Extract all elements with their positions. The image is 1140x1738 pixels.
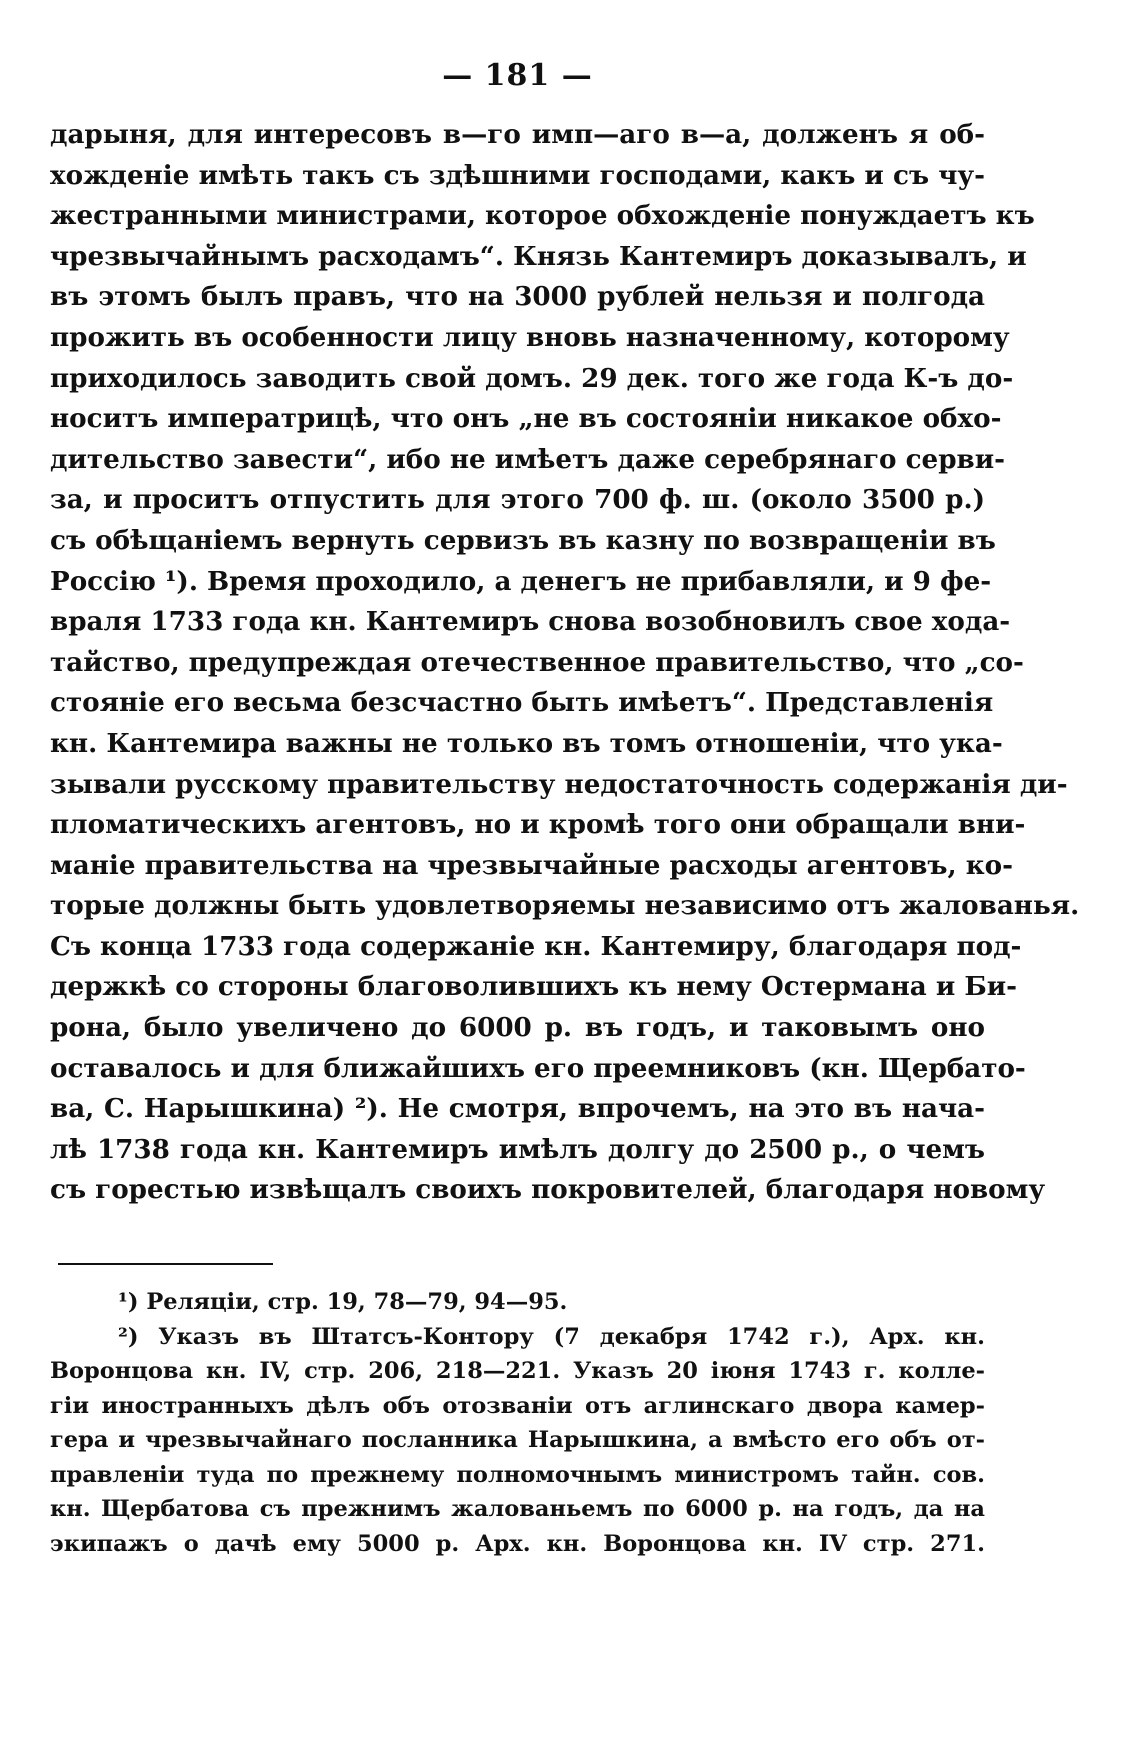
text-line: кн. Кантемира важны не только въ томъ отношеніи, что ука- [50, 727, 1003, 759]
text-line: за, и проситъ отпустить для этого 700 ф. ш. (около 3500 р.) [50, 484, 985, 516]
footnote-line: правленіи туда по прежнему полномочнымъ министромъ тайн. сов. [50, 1461, 985, 1488]
text-line: лѣ 1738 года кн. Кантемиръ имѣлъ долгу до 2500 р., о чемъ [50, 1133, 985, 1165]
text-line: зывали русскому правительству недостаточность содержанія ди- [50, 768, 1068, 800]
text-line: съ обѣщаніемъ вернуть сервизъ въ казну по возвращеніи въ [50, 524, 996, 556]
footnotes [50, 1285, 985, 1561]
footnote-line: Воронцова кн. IV, стр. 206, 218—221. Указъ 20 іюня 1743 г. колле- [50, 1358, 985, 1385]
text-line: Съ конца 1733 года содержаніе кн. Кантемиру, благодаря под- [50, 930, 1022, 962]
text-line: оставалось и для ближайшихъ его преемниковъ (кн. Щербато- [50, 1052, 1026, 1084]
text-line: прожить въ особенности лицу вновь назначенному, которому [50, 321, 1010, 353]
footnote-1: ¹) Реляціи, стр. 19, 78—79, 94—95. [118, 1289, 568, 1316]
text-line: враля 1733 года кн. Кантемиръ снова возобновилъ свое хода- [50, 606, 1011, 638]
footnote-line: кн. Щербатова съ прежнимъ жалованьемъ по 6000 р. на годъ, да на [50, 1496, 985, 1523]
text-line: ва, С. Нарышкина) ²). Не смотря, впрочемъ, на это въ нача- [50, 1093, 985, 1125]
footnote-divider [58, 1263, 273, 1265]
text-line: держкѣ со стороны благоволившихъ къ нему Остермана и Би- [50, 971, 1018, 1003]
text-line: приходилось заводить свой домъ. 29 дек. того же года К-ъ до- [50, 362, 1014, 394]
text-line: маніе правительства на чрезвычайные расходы агентовъ, ко- [50, 849, 1013, 881]
book-page [50, 40, 1080, 1720]
text-line: съ горестью извѣщалъ своихъ покровителей, благодаря новому [50, 1174, 1046, 1206]
text-line: носитъ императрицѣ, что онъ „не въ состояніи никакое обхо- [50, 403, 1002, 435]
text-line: пломатическихъ агентовъ, но и кромѣ того они обращали вни- [50, 809, 1026, 841]
footnote-line: гіи иностранныхъ дѣлъ объ отозваніи отъ аглинскаго двора камер- [50, 1392, 985, 1419]
text-line: торые должны быть удовлетворяемы независимо отъ жалованья. [50, 890, 1080, 922]
text-line: дарыня, для интересовъ в—го имп—аго в—а, долженъ я об- [50, 119, 985, 150]
footnote-line: гера и чрезвычайнаго посланника Нарышкина, а вмѣсто его объ от- [50, 1427, 985, 1454]
text-line: Россію ¹). Время проходило, а денегъ не прибавляли, и 9 фе- [50, 565, 992, 597]
text-line: въ этомъ былъ правъ, что на 3000 рублей нельзя и полгода [50, 281, 985, 313]
text-line: тайство, предупреждая отечественное правительство, что „со- [50, 646, 1024, 678]
text-line: жестранными министрами, которое обхожденіе понуждаетъ къ [50, 200, 1035, 232]
text-line: чрезвычайнымъ расходамъ“. Князь Кантемиръ доказывалъ, и [50, 240, 1027, 272]
page-number: — 181 — [442, 58, 593, 93]
text-line: стояніе его весьма безсчастно быть имѣетъ“. Представленія [50, 687, 994, 719]
footnote-line: экипажъ о дачѣ ему 5000 р. Арх. кн. Воронцова кн. IV стр. 271. [50, 1530, 985, 1557]
main-text [50, 115, 1080, 1211]
text-line: рона, было увеличено до 6000 р. въ годъ, и таковымъ оно [50, 1012, 985, 1044]
text-line: хожденіе имѣть такъ съ здѣшними господами, какъ и съ чу- [50, 159, 985, 191]
text-line: дительство завести“, ибо не имѣетъ даже серебрянаго серви- [50, 443, 1005, 475]
footnote-2: ²) Указъ въ Штатсъ-Контору (7 декабря 1742 г.), Арх. кн. [118, 1323, 985, 1350]
